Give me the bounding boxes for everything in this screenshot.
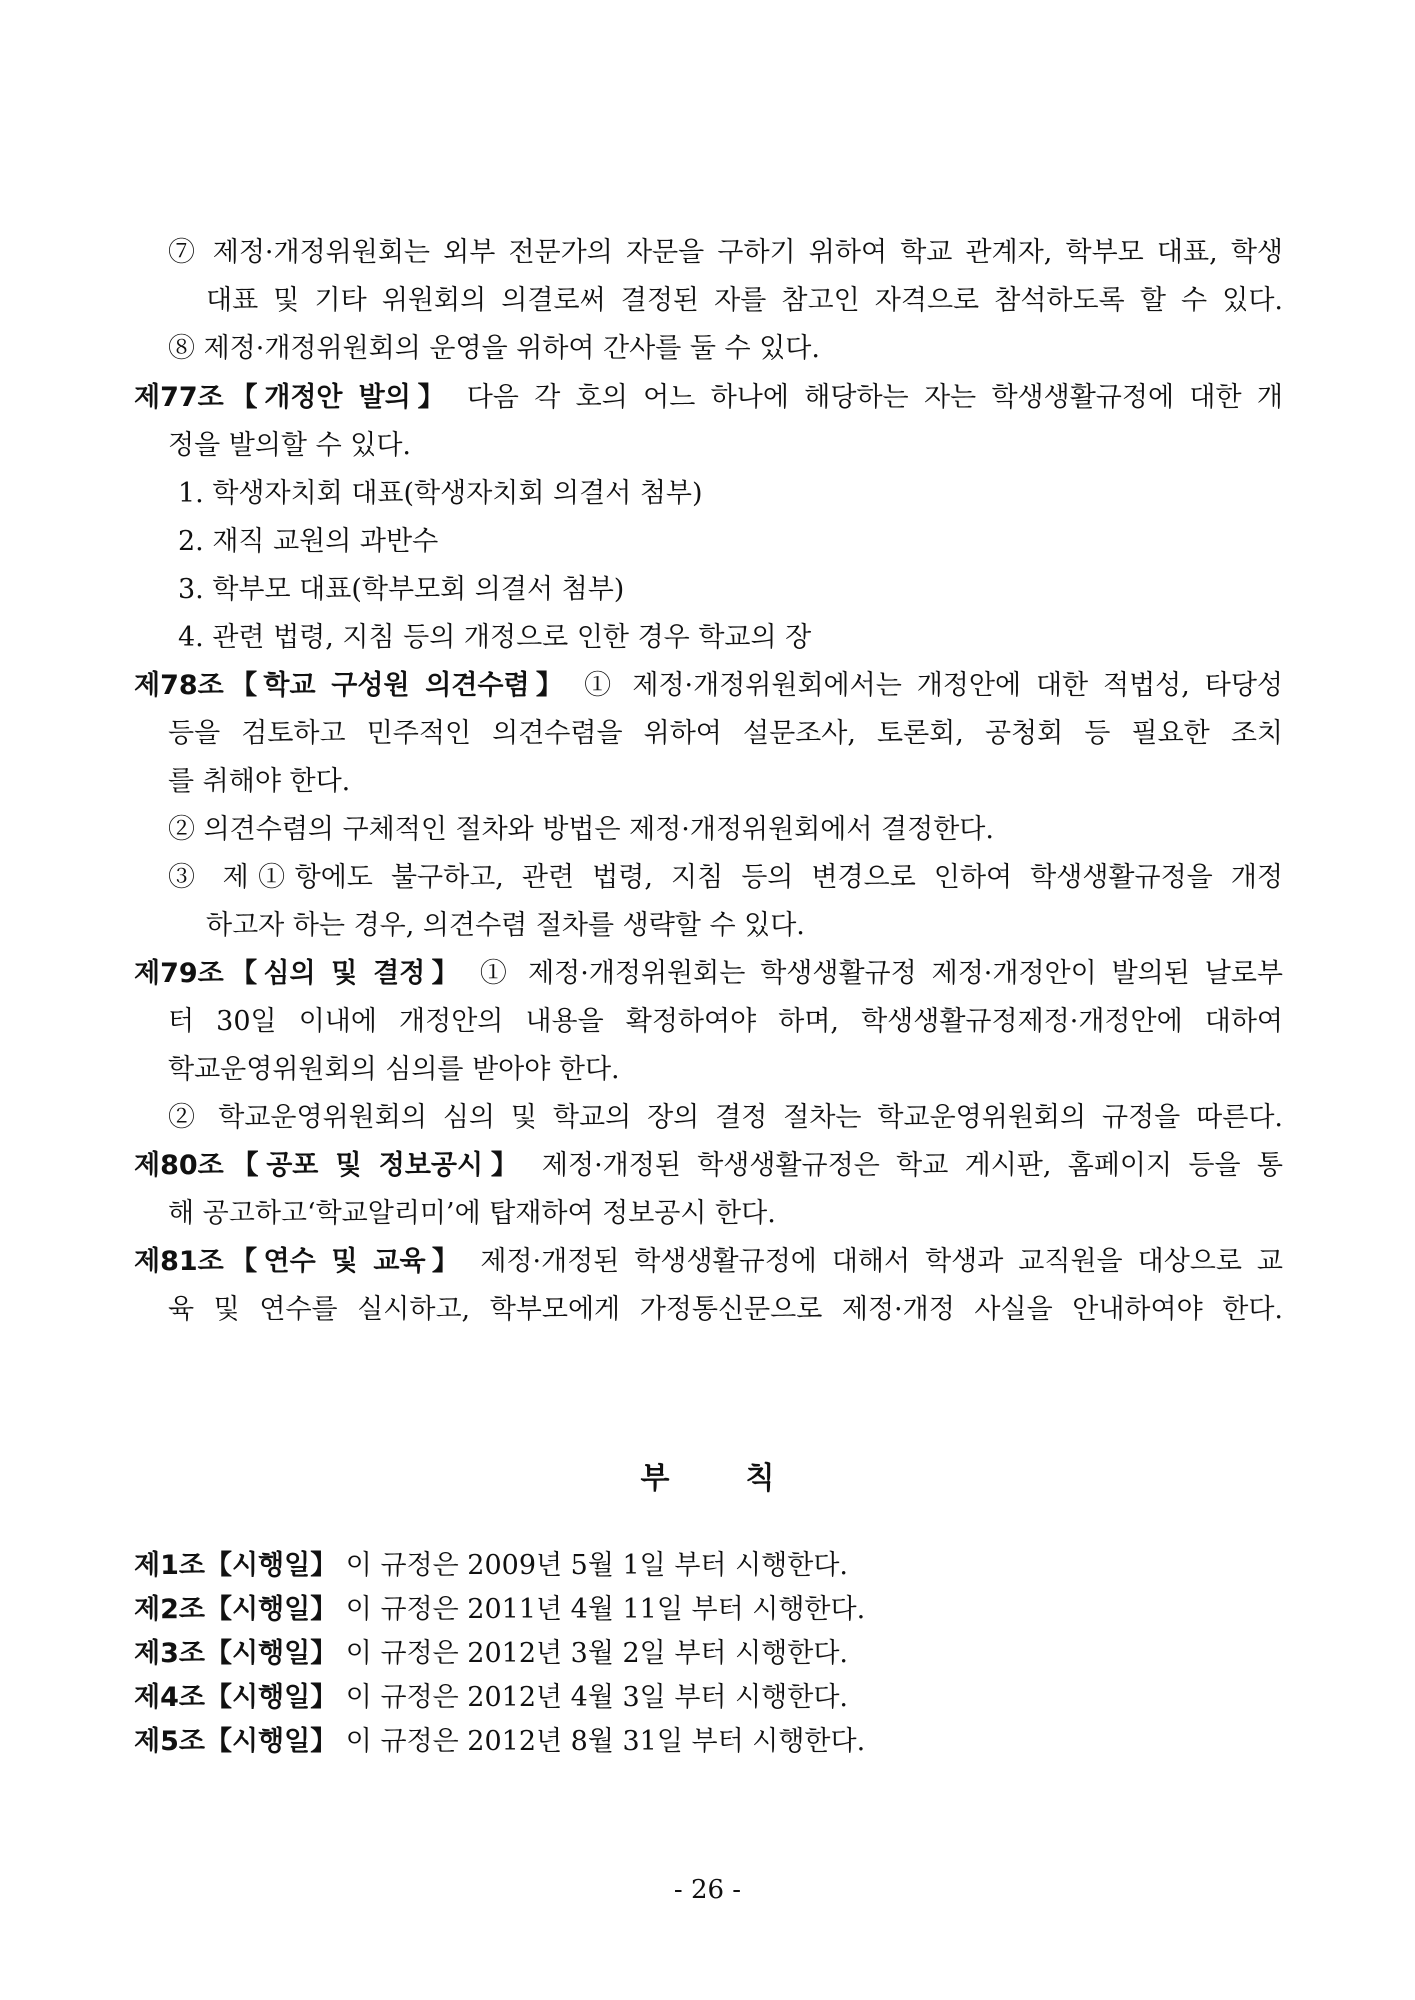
supplement-article-4 bbox=[134, 1678, 848, 1718]
supplement-article-5 bbox=[134, 1722, 865, 1762]
supplement-title-char-1: 부 bbox=[640, 1461, 670, 1496]
article-80-text: 제정·개정된 학생생활규정은 학교 게시판, 홈페이지 등을 통 bbox=[525, 1150, 1283, 1181]
article-80-heading: 제80조【공포 및 정보공시】 bbox=[134, 1150, 526, 1181]
supplement-title-char-2: 칙 bbox=[745, 1461, 775, 1496]
article-78-heading: 제78조【학교 구성원 의견수렴】 bbox=[134, 670, 570, 701]
supplement-article-1-text: 이 규정은 2009년 5월 1일 부터 시행한다. bbox=[337, 1550, 848, 1581]
supplement-article-4-heading: 제4조【시행일】 bbox=[134, 1682, 338, 1713]
article-81-heading: 제81조【연수 및 교육】 bbox=[134, 1246, 466, 1277]
article-77-text: 다음 각 호의 어느 하나에 해당하는 자는 학생생활규정에 대한 개 bbox=[451, 382, 1283, 413]
supplement-article-3 bbox=[134, 1634, 848, 1674]
article-80-line-1 bbox=[134, 1146, 1283, 1186]
clause-7-line-1: ⑦ 제정·개정위원회는 외부 전문가의 자문을 구하기 위하여 학교 관계자, 학부모 대표, 학생 bbox=[168, 237, 1283, 268]
article-81-text: 제정·개정된 학생생활규정에 대해서 학생과 교직원을 대상으로 교 bbox=[465, 1246, 1284, 1277]
clause-7-line-2: 대표 및 기타 위원회의 의결로써 결정된 자를 참고인 자격으로 참석하도록 할 수 있다. bbox=[206, 285, 1283, 316]
article-78-clause-2: ② 의견수렴의 구체적인 절차와 방법은 제정·개정위원회에서 결정한다. bbox=[168, 814, 994, 845]
supplement-article-2-text: 이 규정은 2011년 4월 11일 부터 시행한다. bbox=[337, 1594, 866, 1625]
article-79-text: ① 제정·개정위원회는 학생생활규정 제정·개정안이 발의된 날로부 bbox=[464, 958, 1284, 989]
page-number: - 26 - bbox=[673, 1875, 742, 1905]
article-79-clause-2: ② 학교운영위원회의 심의 및 학교의 장의 결정 절차는 학교운영위원회의 규정을 따른다. bbox=[168, 1102, 1283, 1133]
article-78-line-1 bbox=[134, 666, 1283, 706]
article-77-line-2: 정을 발의할 수 있다. bbox=[168, 430, 411, 461]
article-77-line-1 bbox=[134, 378, 1283, 418]
supplement-article-2 bbox=[134, 1590, 865, 1630]
article-77-item-2: 2. 재직 교원의 과반수 bbox=[178, 526, 439, 557]
supplement-article-1-heading: 제1조【시행일】 bbox=[134, 1550, 338, 1581]
article-77-heading: 제77조【개정안 발의】 bbox=[134, 382, 452, 413]
article-81-line-2: 육 및 연수를 실시하고, 학부모에게 가정통신문으로 제정·개정 사실을 안내하여야 한다. bbox=[168, 1294, 1283, 1325]
supplement-title bbox=[0, 1453, 1415, 1497]
supplement-article-3-text: 이 규정은 2012년 3월 2일 부터 시행한다. bbox=[337, 1638, 848, 1669]
supplement-article-3-heading: 제3조【시행일】 bbox=[134, 1638, 338, 1669]
article-78-line-3: 를 취해야 한다. bbox=[168, 766, 351, 797]
supplement-article-5-text: 이 규정은 2012년 8월 31일 부터 시행한다. bbox=[337, 1726, 866, 1757]
article-79-line-3: 학교운영위원회의 심의를 받아야 한다. bbox=[168, 1054, 620, 1085]
article-81-line-1 bbox=[134, 1242, 1283, 1282]
article-78-text: ① 제정·개정위원회에서는 개정안에 대한 적법성, 타당성 bbox=[569, 670, 1284, 701]
article-78-line-2: 등을 검토하고 민주적인 의견수렴을 위하여 설문조사, 토론회, 공청회 등 필요한 조치 bbox=[168, 718, 1283, 749]
article-77-item-3: 3. 학부모 대표(학부모회 의결서 첨부) bbox=[178, 574, 625, 605]
article-80-line-2: 해 공고하고‘학교알리미’에 탑재하여 정보공시 한다. bbox=[168, 1198, 776, 1229]
clause-8: ⑧ 제정·개정위원회의 운영을 위하여 간사를 둘 수 있다. bbox=[168, 333, 820, 364]
supplement-article-2-heading: 제2조【시행일】 bbox=[134, 1594, 338, 1625]
article-77-item-1: 1. 학생자치회 대표(학생자치회 의결서 첨부) bbox=[178, 478, 703, 509]
supplement-article-4-text: 이 규정은 2012년 4월 3일 부터 시행한다. bbox=[337, 1682, 848, 1713]
article-78-clause-3-line-2: 하고자 하는 경우, 의견수렴 절차를 생략할 수 있다. bbox=[206, 910, 805, 941]
supplement-article-1 bbox=[134, 1546, 848, 1586]
article-77-item-4: 4. 관련 법령, 지침 등의 개정으로 인한 경우 학교의 장 bbox=[178, 622, 812, 653]
supplement-article-5-heading: 제5조【시행일】 bbox=[134, 1726, 338, 1757]
article-79-line-1 bbox=[134, 954, 1283, 994]
article-78-clause-3-line-1: ③ 제①항에도 불구하고, 관련 법령, 지침 등의 변경으로 인하여 학생생활규정을 개정 bbox=[168, 862, 1283, 893]
article-79-line-2: 터 30일 이내에 개정안의 내용을 확정하여야 하며, 학생생활규정제정·개정안에 대하여 bbox=[168, 1006, 1283, 1037]
article-79-heading: 제79조【심의 및 결정】 bbox=[134, 958, 465, 989]
